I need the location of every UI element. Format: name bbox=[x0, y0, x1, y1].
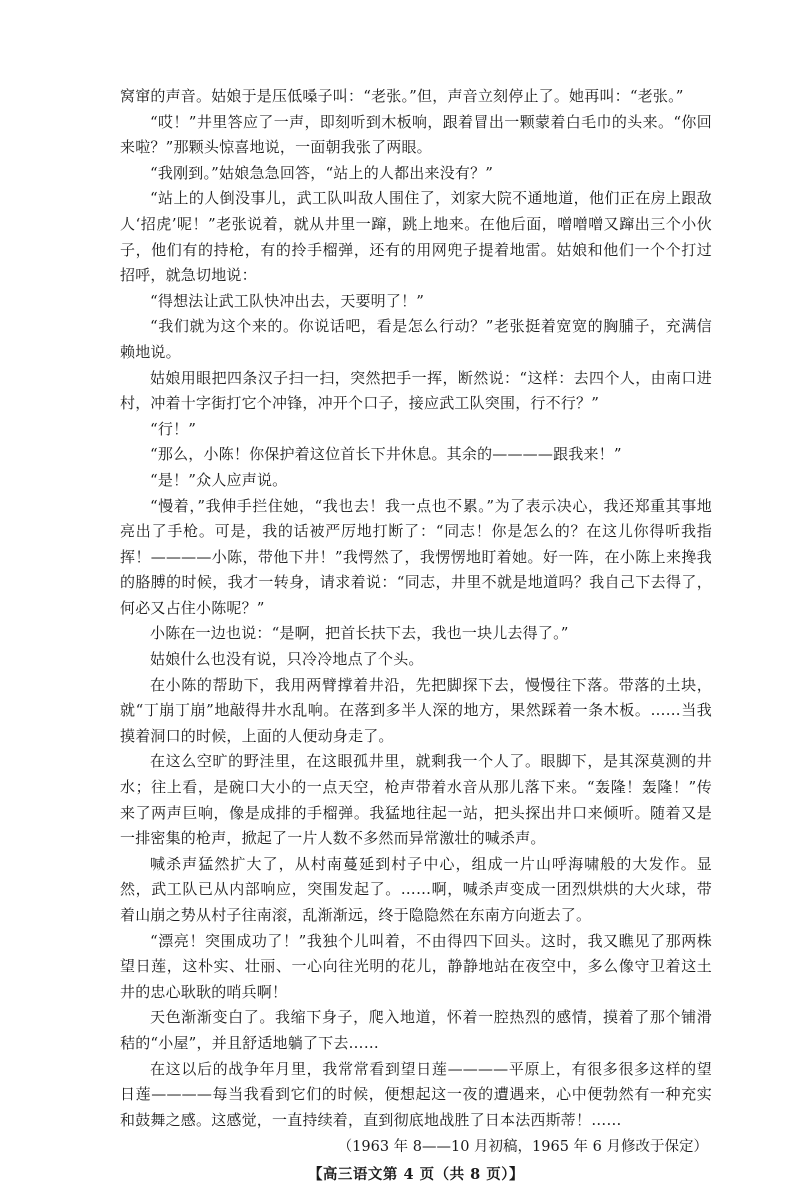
paragraph: 在这么空旷的野洼里，在这眼孤井里，就剩我一个人了。眼脚下，是其深莫测的井水；往上看，是碗口大小的一点天空，枪声带着水音从那儿落下来。“轰隆！轰隆！”传来了两声巨响，像是成排的手榴弹。我猛地往起一站，把头探出井口来倾听。随着又是一排密集的枪声，掀起了一片人数不多然而异常激壮的喊杀声。 bbox=[120, 752, 712, 848]
paragraph: 天色渐渐变白了。我缩下身子，爬入地道，怀着一腔热烈的感情，摸着了那个铺滑秸的“小屋”，并且舒适地躺了下去…… bbox=[120, 1008, 712, 1052]
paragraph: 喊杀声猛然扩大了，从村南蔓延到村子中心，组成一片山呼海啸般的大发作。显然，武工队已从内部响应，突围发起了。……啊，喊杀声变成一团烈烘烘的大火球，带着山崩之势从村子往南滚，乱渐渐远，终于隐隐然在东南方向逝去了。 bbox=[120, 854, 712, 924]
paragraph: “是！”众人应声说。 bbox=[150, 470, 288, 489]
paragraph: 姑娘什么也没有说，只冷冷地点了个头。 bbox=[150, 650, 424, 669]
paragraph: 小陈在一边也说：“是啊，把首长扶下去，我也一块儿去得了。” bbox=[150, 624, 569, 643]
document-page bbox=[120, 84, 712, 1202]
page-footer: 【高三语文第 4 页（共 8 页）】 bbox=[307, 1166, 525, 1184]
paragraph: “行！” bbox=[150, 419, 197, 438]
paragraph: “漂亮！突围成功了！”我独个儿叫着，不由得四下回头。这时，我又瞧见了那两株望日莲，这朴实、壮丽、一心向往光明的花儿，静静地站在夜空中，多么像守卫着这土井的忠心耿耿的哨兵啊！ bbox=[120, 931, 712, 1001]
dateline: （1963 年 8——10 月初稿，1965 年 6 月修改于保定） bbox=[337, 1139, 708, 1156]
paragraph: “站上的人倒没事儿，武工队叫敌人围住了，刘家大院不通地道，他们正在房上跟敌人‘招虎’呢！”老张说着，就从井里一蹿，跳上地来。在他后面，噌噌噌又蹿出三个小伙子，他们有的持枪，有的拎手榴弹，还有的用网兜子提着地雷。姑娘和他们一个个打过招呼，就急切地说： bbox=[120, 189, 712, 285]
article-body bbox=[120, 84, 712, 1133]
paragraph: “那么，小陈！你保护着这位首长下井休息。其余的————跟我来！” bbox=[150, 445, 622, 464]
paragraph: 在小陈的帮助下，我用两臂撑着井沿，先把脚探下去，慢慢往下落。带落的土块，就“丁崩丁崩”地敲得井水乱响。在落到多半人深的地方，果然踩着一条木板。……当我摸着洞口的时候，上面的人便动身走了。 bbox=[120, 675, 712, 745]
paragraph: “得想法让武工队快冲出去，天要明了！” bbox=[150, 291, 425, 310]
paragraph: “哎！”井里答应了一声，即刻听到木板响，跟着冒出一颗蒙着白毛巾的头来。“你回来啦？”那颗头惊喜地说，一面朝我张了两眼。 bbox=[120, 112, 712, 157]
paragraph: 窝窜的声音。姑娘于是压低嗓子叫：“老张。”但，声音立刻停止了。她再叫：“老张。” bbox=[120, 87, 684, 105]
paragraph: “慢着，”我伸手拦住她，“我也去！我一点也不累。”为了表示决心，我还郑重其事地亮出了手枪。可是，我的话被严厉地打断了：“同志！你是怎么的？在这儿你得听我指挥！————小陈，带他下井！”我愕然了，我愣愣地盯着她。好一阵，在小陈上来搀我的胳膊的时候，我才一转身，请求着说：“同志，井里不就是地道吗？我自己下去得了，何必又占住小陈呢？” bbox=[120, 496, 712, 617]
paragraph: 姑娘用眼把四条汉子扫一扫，突然把手一挥，断然说：“这样：去四个人，由南口进村，冲着十字街打它个冲锋，冲开个口子，接应武工队突围，行不行？” bbox=[120, 368, 712, 413]
paragraph: 在这以后的战争年月里，我常常看到望日莲————平原上，有很多很多这样的望日莲————每当我看到它们的时候，便想起这一夜的遭遇来，心中便勃然有一种充实和鼓舞之感。这感觉，一直持续着，直到彻底地战胜了日本法西斯蒂！…… bbox=[120, 1059, 712, 1129]
paragraph: “我刚到。”姑娘急急回答，“站上的人都出来没有？” bbox=[150, 163, 494, 182]
paragraph: “我们就为这个来的。你说话吧，看是怎么行动？”老张挺着宽宽的胸脯子，充满信赖地说。 bbox=[120, 317, 712, 361]
